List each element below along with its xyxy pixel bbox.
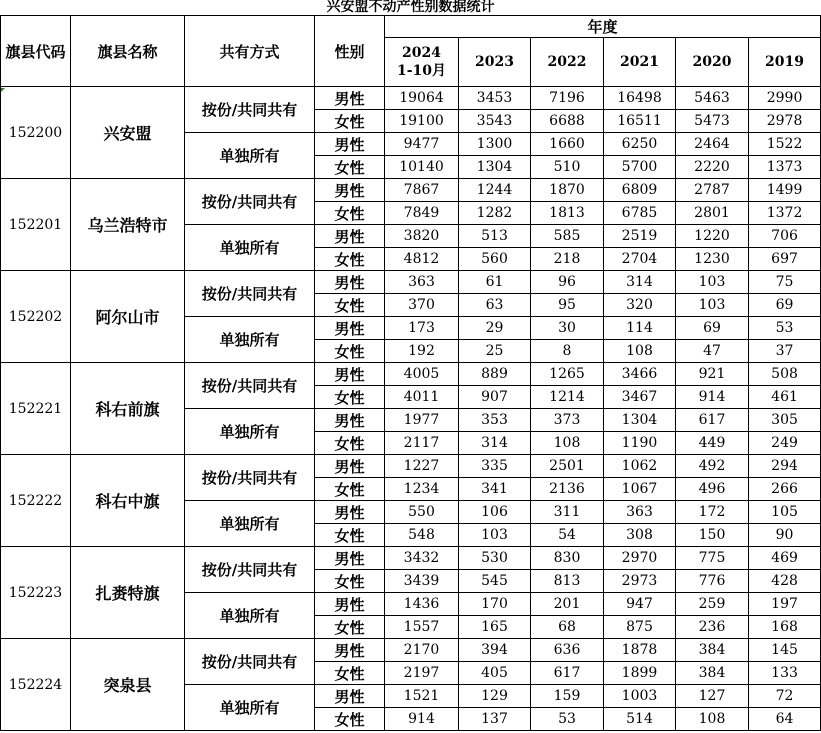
value-cell: 108 [531,432,604,455]
ownership-method: 单独所有 [185,685,315,731]
value-cell: 19100 [385,110,459,133]
region-name: 兴安盟 [71,87,185,179]
value-cell: 168 [749,616,821,639]
value-cell: 218 [531,248,604,271]
value-cell: 706 [749,225,821,248]
value-cell: 508 [749,363,821,386]
header-year-label: 2022 [547,54,587,70]
ownership-method: 单独所有 [185,133,315,179]
ownership-method: 按份/共同共有 [185,179,315,225]
value-cell: 105 [749,501,821,524]
header-code: 旗县代码 [1,16,71,87]
table-row [1,271,821,294]
value-cell: 165 [459,616,531,639]
value-cell: 2990 [749,87,821,110]
value-cell: 4005 [385,363,459,386]
region-code: 152221 [1,363,71,455]
value-cell: 197 [749,593,821,616]
value-cell: 496 [676,478,749,501]
header-year [385,38,459,87]
ownership-method: 单独所有 [185,501,315,547]
value-cell: 192 [385,340,459,363]
value-cell: 469 [749,547,821,570]
value-cell: 830 [531,547,604,570]
value-cell: 129 [459,685,531,708]
value-cell: 636 [531,639,604,662]
value-cell: 6785 [604,202,676,225]
value-cell: 697 [749,248,821,271]
table-row [1,87,821,110]
region-code: 152222 [1,455,71,547]
gender-label: 女性 [315,616,385,639]
value-cell: 69 [749,294,821,317]
value-cell: 921 [676,363,749,386]
value-cell: 1372 [749,202,821,225]
region-code: 152201 [1,179,71,271]
ownership-method: 单独所有 [185,593,315,639]
value-cell: 428 [749,570,821,593]
value-cell: 7849 [385,202,459,225]
value-cell: 63 [459,294,531,317]
value-cell: 6688 [531,110,604,133]
value-cell: 2787 [676,179,749,202]
value-cell: 617 [676,409,749,432]
value-cell: 201 [531,593,604,616]
gender-label: 男性 [315,639,385,662]
value-cell: 114 [604,317,676,340]
value-cell: 95 [531,294,604,317]
value-cell: 137 [459,708,531,731]
value-cell: 2978 [749,110,821,133]
value-cell: 914 [676,386,749,409]
sheet-title: 兴安盟不动产性别数据统计 [326,0,495,15]
gender-label: 男性 [315,179,385,202]
value-cell: 513 [459,225,531,248]
value-cell: 1214 [531,386,604,409]
value-cell: 173 [385,317,459,340]
region-code: 152223 [1,547,71,639]
value-cell: 560 [459,248,531,271]
table-row [1,547,821,570]
value-cell: 61 [459,271,531,294]
value-cell: 363 [385,271,459,294]
gender-label: 男性 [315,455,385,478]
gender-statistics-table [0,15,821,731]
gender-label: 男性 [315,363,385,386]
region-name: 扎赉特旗 [71,547,185,639]
value-cell: 7196 [531,87,604,110]
value-cell: 461 [749,386,821,409]
value-cell: 29 [459,317,531,340]
value-cell: 545 [459,570,531,593]
value-cell: 617 [531,662,604,685]
value-cell: 266 [749,478,821,501]
value-cell: 6250 [604,133,676,156]
value-cell: 5700 [604,156,676,179]
value-cell: 1373 [749,156,821,179]
value-cell: 776 [676,570,749,593]
gender-label: 女性 [315,570,385,593]
value-cell: 108 [676,708,749,731]
gender-label: 男性 [315,593,385,616]
ownership-method: 单独所有 [185,317,315,363]
ownership-method: 按份/共同共有 [185,271,315,317]
value-cell: 53 [531,708,604,731]
value-cell: 1227 [385,455,459,478]
value-cell: 889 [459,363,531,386]
header-year-label: 2019 [765,54,805,70]
value-cell: 64 [749,708,821,731]
value-cell: 2197 [385,662,459,685]
value-cell: 813 [531,570,604,593]
value-cell: 5463 [676,87,749,110]
header-year [749,38,821,87]
value-cell: 1220 [676,225,749,248]
value-cell: 2970 [604,547,676,570]
value-cell: 2519 [604,225,676,248]
value-cell: 1977 [385,409,459,432]
ownership-method: 按份/共同共有 [185,455,315,501]
value-cell: 68 [531,616,604,639]
value-cell: 363 [604,501,676,524]
value-cell: 5473 [676,110,749,133]
header-year-label: 2024 [402,45,441,61]
value-cell: 1190 [604,432,676,455]
value-cell: 145 [749,639,821,662]
value-cell: 16498 [604,87,676,110]
gender-label: 男性 [315,547,385,570]
value-cell: 510 [531,156,604,179]
value-cell: 585 [531,225,604,248]
value-cell: 384 [676,639,749,662]
value-cell: 1813 [531,202,604,225]
value-cell: 9477 [385,133,459,156]
value-cell: 1557 [385,616,459,639]
value-cell: 1062 [604,455,676,478]
value-cell: 75 [749,271,821,294]
ownership-method: 单独所有 [185,409,315,455]
region-code: 152224 [1,639,71,731]
value-cell: 384 [676,662,749,685]
value-cell: 19064 [385,87,459,110]
value-cell: 170 [459,593,531,616]
value-cell: 249 [749,432,821,455]
value-cell: 133 [749,662,821,685]
value-cell: 1522 [749,133,821,156]
gender-label: 女性 [315,294,385,317]
value-cell: 1870 [531,179,604,202]
value-cell: 103 [676,271,749,294]
gender-label: 男性 [315,87,385,110]
value-cell: 53 [749,317,821,340]
table-row [1,455,821,478]
ownership-method: 单独所有 [185,225,315,271]
header-year-sublabel: 1-10月 [396,63,447,79]
value-cell: 405 [459,662,531,685]
value-cell: 394 [459,639,531,662]
value-cell: 4011 [385,386,459,409]
value-cell: 314 [604,271,676,294]
header-year [604,38,676,87]
gender-label: 男性 [315,133,385,156]
gender-label: 女性 [315,110,385,133]
value-cell: 550 [385,501,459,524]
value-cell: 548 [385,524,459,547]
value-cell: 1304 [604,409,676,432]
value-cell: 1265 [531,363,604,386]
header-year [459,38,531,87]
value-cell: 8 [531,340,604,363]
region-code: 152202 [1,271,71,363]
value-cell: 6809 [604,179,676,202]
gender-label: 女性 [315,202,385,225]
header-year-label: 2021 [620,54,659,70]
value-cell: 308 [604,524,676,547]
value-cell: 947 [604,593,676,616]
value-cell: 2220 [676,156,749,179]
value-cell: 3432 [385,547,459,570]
value-cell: 1521 [385,685,459,708]
value-cell: 2136 [531,478,604,501]
gender-label: 男性 [315,685,385,708]
gender-label: 男性 [315,501,385,524]
value-cell: 775 [676,547,749,570]
value-cell: 1244 [459,179,531,202]
value-cell: 311 [531,501,604,524]
value-cell: 150 [676,524,749,547]
value-cell: 341 [459,478,531,501]
gender-label: 女性 [315,432,385,455]
gender-label: 男性 [315,271,385,294]
value-cell: 47 [676,340,749,363]
value-cell: 236 [676,616,749,639]
value-cell: 1660 [531,133,604,156]
value-cell: 2973 [604,570,676,593]
value-cell: 1300 [459,133,531,156]
value-cell: 7867 [385,179,459,202]
gender-label: 男性 [315,317,385,340]
gender-label: 女性 [315,156,385,179]
region-name: 乌兰浩特市 [71,179,185,271]
value-cell: 353 [459,409,531,432]
value-cell: 30 [531,317,604,340]
value-cell: 1436 [385,593,459,616]
header-year [676,38,749,87]
value-cell: 373 [531,409,604,432]
value-cell: 1067 [604,478,676,501]
value-cell: 16511 [604,110,676,133]
value-cell: 3453 [459,87,531,110]
region-name: 科右中旗 [71,455,185,547]
value-cell: 10140 [385,156,459,179]
header-gender: 性别 [315,16,385,87]
value-cell: 103 [676,294,749,317]
ownership-method: 按份/共同共有 [185,363,315,409]
gender-label: 女性 [315,248,385,271]
value-cell: 3543 [459,110,531,133]
value-cell: 1499 [749,179,821,202]
value-cell: 4812 [385,248,459,271]
value-cell: 3820 [385,225,459,248]
value-cell: 90 [749,524,821,547]
region-name: 突泉县 [71,639,185,731]
value-cell: 2170 [385,639,459,662]
gender-label: 女性 [315,524,385,547]
value-cell: 335 [459,455,531,478]
value-cell: 3466 [604,363,676,386]
value-cell: 25 [459,340,531,363]
table-row [1,179,821,202]
value-cell: 172 [676,501,749,524]
value-cell: 72 [749,685,821,708]
value-cell: 914 [385,708,459,731]
value-cell: 108 [604,340,676,363]
value-cell: 1230 [676,248,749,271]
header-year-label: 2020 [692,54,732,70]
value-cell: 2801 [676,202,749,225]
region-name: 阿尔山市 [71,271,185,363]
value-cell: 314 [459,432,531,455]
value-cell: 3439 [385,570,459,593]
value-cell: 259 [676,593,749,616]
value-cell: 530 [459,547,531,570]
region-code: 152200 [1,87,71,179]
value-cell: 3467 [604,386,676,409]
gender-label: 女性 [315,662,385,685]
value-cell: 159 [531,685,604,708]
gender-label: 男性 [315,409,385,432]
value-cell: 1234 [385,478,459,501]
gender-label: 女性 [315,478,385,501]
header-year [531,38,604,87]
gender-label: 女性 [315,340,385,363]
gender-label: 女性 [315,386,385,409]
header-year-label: 2023 [475,54,514,70]
value-cell: 1003 [604,685,676,708]
value-cell: 514 [604,708,676,731]
value-cell: 96 [531,271,604,294]
value-cell: 2117 [385,432,459,455]
table-row [1,363,821,386]
value-cell: 127 [676,685,749,708]
value-cell: 305 [749,409,821,432]
value-cell: 37 [749,340,821,363]
value-cell: 1282 [459,202,531,225]
ownership-method: 按份/共同共有 [185,547,315,593]
gender-label: 女性 [315,708,385,731]
value-cell: 1304 [459,156,531,179]
table-row [1,639,821,662]
header-method: 共有方式 [185,16,315,87]
value-cell: 294 [749,455,821,478]
value-cell: 103 [459,524,531,547]
value-cell: 449 [676,432,749,455]
gender-label: 男性 [315,225,385,248]
value-cell: 370 [385,294,459,317]
value-cell: 2501 [531,455,604,478]
header-year-group: 年度 [385,16,821,38]
value-cell: 907 [459,386,531,409]
value-cell: 2464 [676,133,749,156]
value-cell: 320 [604,294,676,317]
value-cell: 875 [604,616,676,639]
value-cell: 1878 [604,639,676,662]
value-cell: 69 [676,317,749,340]
value-cell: 1899 [604,662,676,685]
value-cell: 54 [531,524,604,547]
value-cell: 2704 [604,248,676,271]
value-cell: 106 [459,501,531,524]
region-name: 科右前旗 [71,363,185,455]
header-name: 旗县名称 [71,16,185,87]
ownership-method: 按份/共同共有 [185,87,315,133]
value-cell: 492 [676,455,749,478]
ownership-method: 按份/共同共有 [185,639,315,685]
